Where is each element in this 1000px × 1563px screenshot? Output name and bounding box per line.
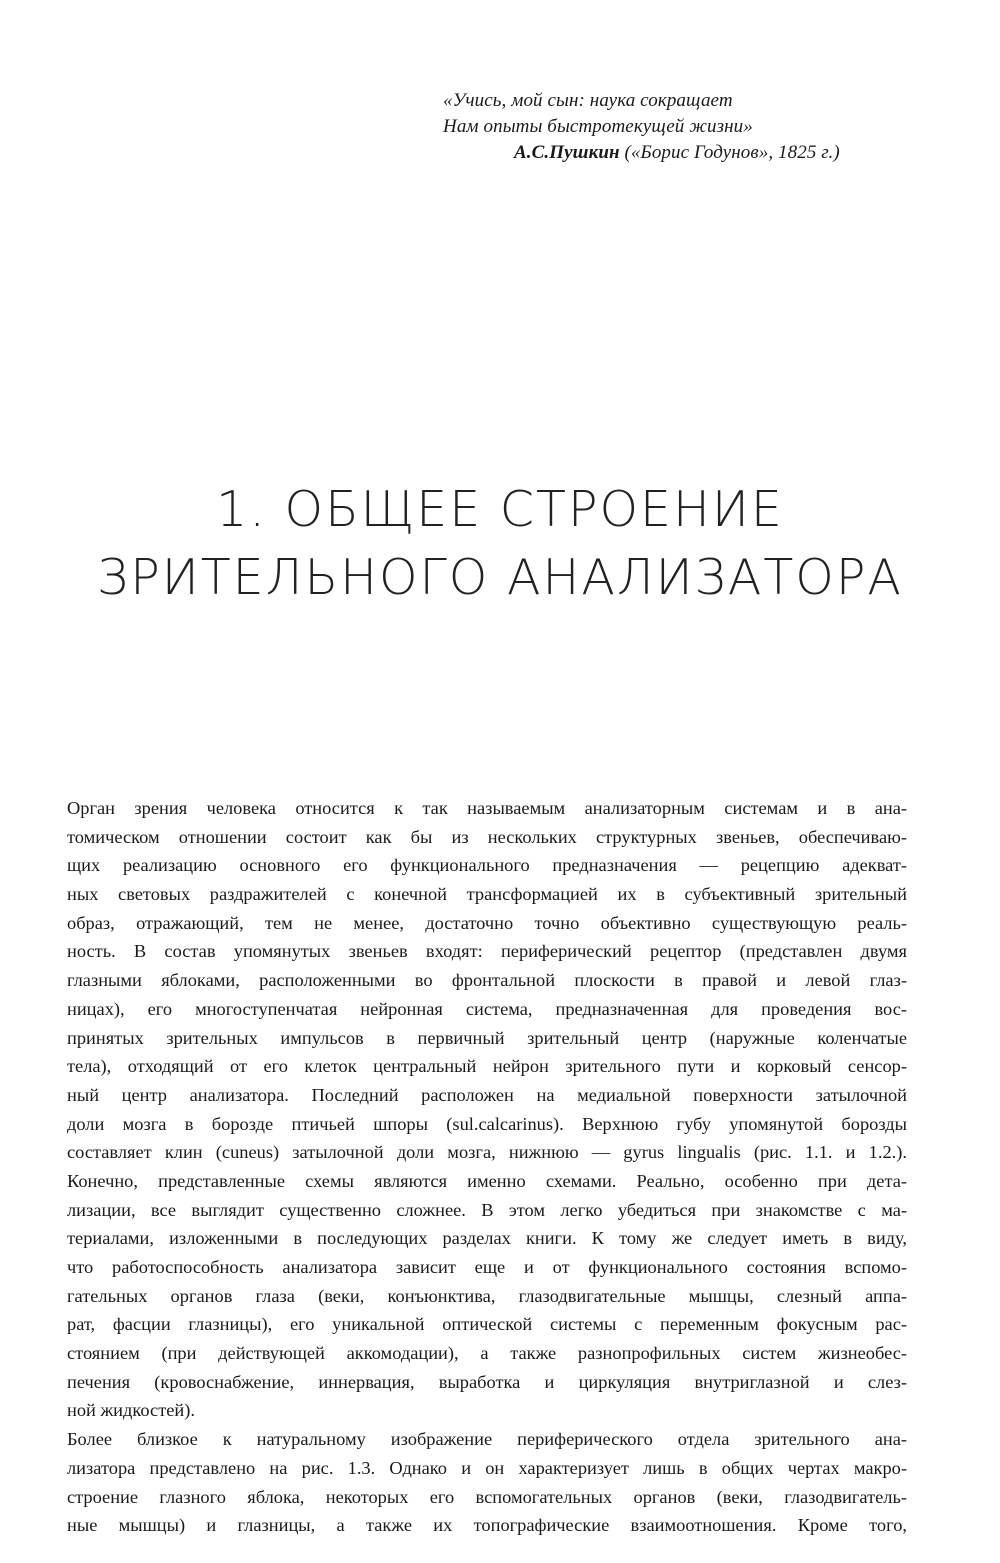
body-text [67,794,907,1540]
text-line: печения (кровоснабжение, иннервация, выработка и циркуляция внутриглазной и слез- [67,1371,907,1392]
text-line: ный центр анализатора. Последний расположен на медиальной поверхности затылочной [67,1084,907,1105]
chapter-title [0,476,1000,612]
text-line: щих реализацию основного его функционального предназначения — рецепцию адекват- [67,855,907,876]
text-line: ные мышцы) и глазницы, а также их топографические взаимоотношения. Кроме того, [67,1515,907,1536]
text-line: стоянием (при действующей аккомодации), а также разнопрофильных систем жизнеобес- [67,1343,907,1364]
epigraph-line-1: «Учись, мой сын: наука сокращает [443,90,733,111]
epigraph-source: («Борис Годунов», 1825 г.) [619,142,840,163]
text-line: ницах), его многоступенчатая нейронная система, предназначенная для проведения вос- [67,998,907,1019]
text-line: териалами, изложенными в последующих разделах книги. К тому же следует иметь в виду, [67,1228,907,1249]
paragraph-2 [67,1425,907,1540]
chapter-title-line-1: 1. ОБЩЕЕ СТРОЕНИЕ [216,481,784,538]
text-line: томическом отношении состоит как бы из нескольких структурных звеньев, обеспечиваю- [67,826,907,847]
epigraph-author: А.С.Пушкин [514,142,620,163]
text-line: тела), отходящий от его клеток центральный нейрон зрительного пути и корковый сенсор- [67,1056,907,1077]
epigraph-attribution [443,140,963,166]
text-line: рат, фасции глазницы), его уникальной оптической системы с переменным фокусным рас- [67,1314,907,1335]
text-line: что работоспособность анализатора зависит еще и от функционального состояния вспомо- [67,1257,907,1277]
epigraph-line-2: Нам опыты быстротекущей жизни» [443,116,753,137]
text-line: Более близкое к натуральному изображение периферического отдела зрительного ана- [67,1429,907,1450]
text-line: составляет клин (cuneus) затылочной доли мозга, нижнюю — gyrus lingualis (рис. 1.1. и 1.2.). [67,1142,907,1163]
text-line: ных световых раздражителей с конечной трансформацией их в субъективный зрительный [67,884,907,905]
text-line: Конечно, представленные схемы являются именно схемами. Реально, особенно при дета- [67,1170,907,1191]
text-line: ность. В состав упомянутых звеньев входят: периферический рецептор (представлен двумя [67,941,907,962]
text-line: образ, отражающий, тем не менее, достаточно точно объективно существующую реаль- [67,912,907,933]
text-line: доли мозга в борозде птичьей шпоры (sul.calcarinus). Верхнюю губу упомянутой борозды [67,1113,907,1134]
text-line: строение глазного яблока, некоторых его вспомогательных органов (веки, глазодвигатель- [67,1486,907,1507]
text-line: принятых зрительных импульсов в первичный зрительный центр (наружные коленчатые [67,1027,907,1048]
text-line: гательных органов глаза (веки, конъюнктива, глазодвигательные мышцы, слезный аппа- [67,1285,907,1306]
text-line: лизации, все выглядит существенно сложнее. В этом легко убедиться при знакомстве с ма- [67,1199,907,1220]
chapter-title-line-2: ЗРИТЕЛЬНОГО АНАЛИЗАТОРА [97,549,903,606]
text-line: лизатора представлено на рис. 1.3. Однако и он характеризует лишь в общих чертах макро- [67,1457,907,1478]
epigraph [443,88,963,166]
text-line: глазными яблоками, расположенными во фронтальной плоскости в правой и левой глаз- [67,970,907,991]
text-line: Орган зрения человека относится к так называемым анализаторным системам и в ана- [67,798,907,818]
text-line: ной жидкостей). [67,1400,195,1421]
paragraph-1 [67,794,907,1425]
